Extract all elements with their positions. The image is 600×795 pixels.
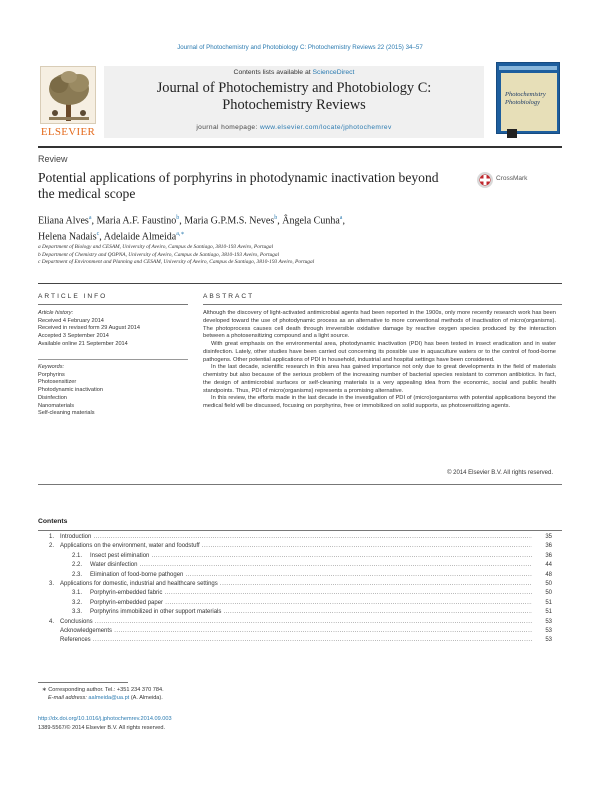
keywords — [38, 364, 188, 418]
toc-item[interactable] — [38, 627, 552, 636]
article-title: Potential applications of porphyrins in photodynamic inactivation beyond the medical scope — [38, 170, 439, 201]
footnote-divider — [38, 682, 128, 683]
cover-badge-icon — [507, 129, 517, 138]
history-item: Accepted 3 September 2014 — [38, 333, 109, 340]
cover-panel — [501, 73, 557, 131]
author[interactable]: Ângela Cunha — [282, 215, 340, 227]
toc-item[interactable] — [38, 618, 552, 627]
crossmark-label: CrossMark — [496, 175, 528, 182]
abstract-bottom-divider — [38, 484, 562, 485]
keywords-divider — [38, 359, 188, 360]
journal-reference[interactable]: Journal of Photochemistry and Photobiology C: Photochemistry Reviews 22 (2015) 34–57 — [177, 44, 423, 51]
article-type: Review — [38, 154, 68, 164]
elsevier-logo[interactable] — [38, 66, 98, 138]
affiliation: b Department of Chemistry and QOPNA, University of Aveiro, Campus de Santiago, 3810-193 Aveiro, Portugal — [38, 251, 280, 258]
toc-item-page[interactable]: 48 — [545, 571, 552, 578]
abstract-paragraph: In the last decade, scientific research in this area has gained importance not only due to great developments in the field of materials chemistry but also because of the serious problem of the increasing number of bacterial species resistant to common antibiotics. In fact, the design of antimicrobial surfaces or self-cleaning materials is a very appealing idea from the economic, social and public health standpoints. Thus, PDI of micro(organisms) represents a promising alternative. — [203, 364, 556, 394]
toc-item[interactable] — [38, 571, 552, 580]
doi-link[interactable]: http://dx.doi.org/10.1016/j.jphotochemrev.2014.09.003 — [38, 716, 172, 722]
issn-copyright: 1389-5567/© 2014 Elsevier B.V. All rights reserved. — [38, 725, 166, 731]
cover-header-strip — [499, 66, 557, 70]
abstract-heading: ABSTRACT — [203, 293, 255, 300]
abstract-paragraph: Although the discovery of light-activated antimicrobial agents had been reported in the 1900s, only more recently research work has been developed toward the use of photodynamic process as an alternative to more conventional methods of inactivation of micro(organisms). The photoprocess causes cell death through irreversible oxidative damage by reactive oxygen species produced by the interaction between a photosensitizing compound and a light source. — [203, 310, 556, 340]
abstract-body — [203, 310, 556, 411]
toc-item-page[interactable]: 44 — [545, 562, 552, 569]
toc-item-title[interactable]: Introduction ..... — [60, 533, 532, 542]
toc-item-page[interactable]: 53 — [545, 637, 552, 644]
author[interactable]: Maria A.F. Faustino — [96, 215, 177, 227]
homepage-label: journal homepage: — [196, 124, 260, 131]
toc-item-page[interactable]: 50 — [545, 590, 552, 597]
journal-title-line-2: Photochemistry Reviews — [222, 97, 366, 113]
toc-item-number: 1. — [48, 534, 54, 540]
toc-item-title[interactable]: Applications on the environment, water and foodstuff ..... — [60, 542, 532, 551]
toc-item[interactable] — [38, 561, 552, 570]
email-label: E-mail address: — [48, 695, 87, 701]
toc-item[interactable] — [38, 580, 552, 589]
toc-item-number: 4. — [48, 618, 54, 625]
toc-item-title[interactable]: Porphyrin-embedded paper ..... — [90, 599, 532, 608]
masthead-divider — [38, 146, 562, 148]
toc-item-number — [38, 627, 60, 636]
journal-title-line-1: Journal of Photochemistry and Photobiology C: — [156, 80, 432, 96]
keyword: Nanomaterials — [38, 402, 75, 409]
author-affiliation-mark[interactable]: a — [88, 215, 92, 221]
homepage-link[interactable]: www.elsevier.com/locate/jphotochemrev — [259, 124, 392, 131]
email-suffix: (A. Almeida). — [130, 695, 163, 701]
corresponding-author-note: Corresponding author. Tel.: +351 234 370 784. — [48, 687, 164, 693]
author[interactable]: Adelaide Almeida — [103, 231, 177, 243]
abstract-paragraph: With great emphasis on the environmental area, photodynamic inactivation (PDI) has been tested in insect eradication and in water disinfection. Lately, other studies have been carried out concerning its possible use in aquaculture waters or to the control of food-borne pathogens. Other potential applications of PDI in household, industrial and hospital settings have been considered. — [203, 341, 556, 363]
toc-item-number: 3. — [48, 580, 54, 587]
affiliation-list — [38, 244, 538, 267]
author-affiliation-mark[interactable]: b — [176, 215, 180, 221]
keyword: Disinfection — [38, 394, 67, 401]
author[interactable]: Maria G.P.M.S. Neves — [184, 215, 275, 227]
toc-item[interactable] — [38, 533, 552, 542]
article-info-divider — [38, 304, 188, 305]
elsevier-tree-icon — [40, 66, 96, 124]
toc-item-title[interactable]: Water disinfection ..... — [90, 561, 532, 570]
journal-homepage-line — [104, 124, 484, 131]
article-history — [38, 310, 188, 349]
author-affiliation-mark[interactable]: a — [339, 215, 343, 221]
abstract-copyright: © 2014 Elsevier B.V. All rights reserved. — [447, 470, 553, 476]
toc-item[interactable] — [38, 552, 552, 561]
article-info-heading: ARTICLE INFO — [38, 293, 108, 300]
email-link[interactable]: aalmeida@ua.pt — [88, 695, 130, 701]
keywords-label: Keywords: — [38, 364, 65, 370]
footnote-star: ∗ — [42, 687, 47, 693]
toc-item-title[interactable]: Insect pest elimination ..... — [90, 552, 532, 561]
toc-item-number: 2.1. — [71, 552, 82, 559]
journal-title — [104, 80, 484, 114]
sciencedirect-link[interactable]: ScienceDirect — [312, 69, 355, 76]
toc-item[interactable] — [38, 589, 552, 598]
contents-available-line — [104, 69, 484, 76]
toc-item-page[interactable]: 51 — [545, 609, 552, 616]
contents-prefix: Contents lists available at — [233, 69, 313, 76]
contents-heading: Contents — [38, 518, 68, 525]
toc-item-number: 2.2. — [71, 562, 82, 569]
toc-item-page[interactable]: 36 — [545, 552, 552, 559]
toc-item-title[interactable]: Elimination of food-borne pathogen ..... — [90, 571, 532, 580]
history-item: Received 4 February 2014 — [38, 317, 104, 324]
corresponding-author-footnote — [42, 686, 442, 702]
toc-item-page[interactable]: 53 — [545, 627, 552, 634]
toc-item-page[interactable]: 51 — [545, 599, 552, 606]
toc-item-number: 3.1. — [71, 590, 82, 597]
history-item: Received in revised form 29 August 2014 — [38, 325, 140, 332]
journal-cover-thumbnail[interactable] — [496, 62, 560, 134]
toc-item[interactable] — [38, 542, 552, 551]
toc-item[interactable] — [38, 636, 552, 645]
toc-item[interactable] — [38, 608, 552, 617]
history-item: Available online 21 September 2014 — [38, 340, 128, 347]
author[interactable]: Eliana Alves — [38, 215, 89, 227]
affiliation-divider — [38, 283, 562, 284]
contents-divider — [38, 530, 562, 531]
toc-item-page[interactable]: 53 — [545, 618, 552, 625]
toc-item[interactable] — [38, 599, 552, 608]
toc-item-page[interactable]: 35 — [545, 534, 552, 540]
keyword: Photosensitizer — [38, 379, 77, 386]
history-label: Article history: — [38, 310, 74, 316]
toc-item-title[interactable]: References ..... — [60, 636, 532, 645]
toc-item-page[interactable]: 50 — [545, 580, 552, 587]
journal-title-box — [104, 66, 484, 138]
author-list: Eliana Alves$^a$, Maria A.F. Faustino$^b$, Maria G.P.M.S. Neves$^b$, Ângela Cunha$^a$, Helena Nadais$^c$, Adelaide Almeida$^{a,∗}$ — [38, 215, 345, 243]
author-affiliation-mark[interactable]: c — [96, 230, 100, 237]
toc-item-number: 3.3. — [71, 609, 82, 616]
toc-item-number — [38, 636, 60, 645]
toc-item-title[interactable]: Applications for domestic, industrial and healthcare settings ..... — [60, 580, 532, 589]
author-affiliation-mark[interactable]: a,∗ — [176, 230, 185, 237]
cover-title: Photochemistry Photobiology — [505, 91, 546, 106]
keyword: Photodynamic inactivation — [38, 387, 103, 394]
abstract-paragraph: In this review, the efforts made in the last decade in the investigation of PDI of (micro)organisms with potential applications beyond the medical field will be discussed, focusing on porphyrins, free or immobilized on solid supports, as photosensitizing agents. — [203, 395, 556, 409]
keyword: Self-cleaning materials — [38, 410, 95, 417]
publisher-name: ELSEVIER — [40, 126, 96, 138]
journal-masthead — [38, 58, 562, 142]
toc-item-title[interactable]: Acknowledgements ..... — [60, 627, 532, 636]
author[interactable]: Helena Nadais — [38, 231, 97, 243]
affiliation: c Department of Environment and Planning and CESAM, University of Aveiro, Campus de Santiago, 3810-193 Aveiro, Portugal — [38, 259, 315, 266]
affiliation: a Department of Biology and CESAM, University of Aveiro, Campus de Santiago, 3810-193 Aveiro, Portugal — [38, 244, 274, 250]
toc-item-number: 2. — [48, 543, 54, 550]
toc-item-number: 2.3. — [71, 571, 82, 578]
table-of-contents — [38, 533, 552, 646]
toc-item-page[interactable]: 36 — [545, 543, 552, 550]
keyword: Porphyrins — [38, 371, 65, 378]
abstract-divider — [203, 304, 562, 305]
toc-item-title[interactable]: Conclusions ..... — [60, 618, 532, 627]
toc-item-title[interactable]: Porphyrin-embedded fabric ..... — [90, 589, 532, 598]
crossmark-badge[interactable] — [476, 171, 548, 189]
toc-item-title[interactable]: Porphyrins immobilized in other support materials ..... — [90, 608, 532, 617]
toc-item-number: 3.2. — [71, 599, 82, 606]
author-affiliation-mark[interactable]: b — [274, 215, 278, 221]
